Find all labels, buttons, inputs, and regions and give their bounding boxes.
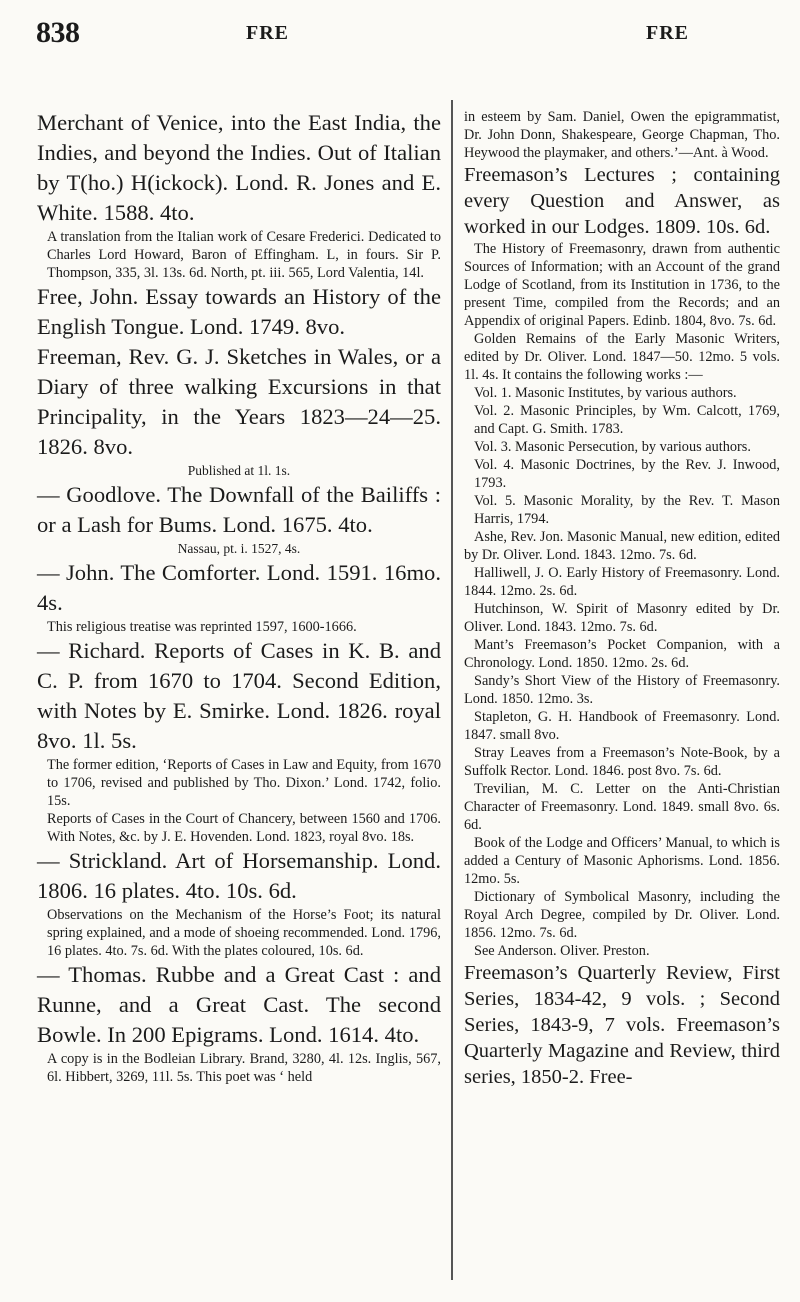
entry-dictionary-symbolical: Dictionary of Symbolical Masonry, including the Royal Arch Degree, compiled by Dr. Oliver. Lond. 1856. 12mo. 7s. 6d.	[464, 889, 780, 941]
list-item-vol-4: Vol. 4. Masonic Doctrines, by the Rev. J. Inwood, 1793.	[474, 457, 780, 491]
note-frederici-translation: A translation from the Italian work of Cesare Frederici. Dedicated to Charles Lord Howard, Baron of Effingham. L, in fours. Sir P. Thompson, 335, 3l. 13s. 6d. North, pt. iii. 565, Lord Valentia, 14l.	[47, 229, 441, 281]
list-item-vol-5: Vol. 5. Masonic Morality, by the Rev. T. Mason Harris, 1794.	[474, 493, 780, 527]
entry-stray-leaves: Stray Leaves from a Freemason’s Note-Book, by a Suffolk Rector. Lond. 1846. post 8vo. 7s. 6d.	[464, 745, 780, 779]
entry-hutchinson: Hutchinson, W. Spirit of Masonry edited by Dr. Oliver. Lond. 1843. 12mo. 7s. 6d.	[464, 601, 780, 635]
entry-mant-pocket-companion: Mant’s Freemason’s Pocket Companion, with a Chronology. Lond. 1850. 12mo. 2s. 6d.	[464, 637, 780, 671]
list-item-vol-1: Vol. 1. Masonic Institutes, by various authors.	[474, 385, 737, 401]
entry-freemasons-lectures: Freemason’s Lectures ; containing every Question and Answer, as worked in our Lodges. 1809. 10s. 6d.	[464, 164, 780, 238]
note-bodleian-copy: A copy is in the Bodleian Library. Brand, 3280, 4l. 12s. Inglis, 567, 6l. Hibbert, 3269, 11l. 5s. This poet was ‘ held	[47, 1051, 441, 1085]
note-nassau-sale: Nassau, pt. i. 1527, 4s.	[177, 541, 301, 556]
entry-richard-reports: — Richard. Reports of Cases in K. B. and C. P. from 1670 to 1704. Second Edition, with Notes by E. Smirke. Lond. 1826. royal 8vo. 1l. 5s.	[37, 638, 441, 753]
entry-freeman-sketches-wales: Freeman, Rev. G. J. Sketches in Wales, or a Diary of three walking Excursions in that Principality, in the Years 1823—24—25. 1826. 8vo.	[37, 344, 441, 459]
note-published-price: Published at 1l. 1s.	[187, 463, 291, 478]
note-chancery-reports: Reports of Cases in the Court of Chancery, between 1560 and 1706. With Notes, &c. by J. E. Hovenden. Lond. 1823, royal 8vo. 18s.	[47, 811, 441, 845]
entry-quarterly-review: Freemason’s Quarterly Review, First Series, 1834-42, 9 vols. ; Second Series, 1843-9, 7 vols. Freemason’s Quarterly Magazine and Review, third series, 1850-2. Free-	[464, 962, 780, 1088]
entry-golden-remains: Golden Remains of the Early Masonic Writers, edited by Dr. Oliver. Lond. 1847—50. 12mo. 5 vols. 1l. 4s. It contains the following works :—	[464, 331, 780, 383]
running-head-left: FRE	[246, 22, 289, 44]
list-item-vol-3: Vol. 3. Masonic Persecution, by various authors.	[474, 439, 751, 455]
entry-halliwell: Halliwell, J. O. Early History of Freemasonry. Lond. 1844. 12mo. 2s. 6d.	[464, 565, 780, 599]
entry-history-freemasonry: The History of Freemasonry, drawn from authentic Sources of Information; with an Account of the grand Lodge of Scotland, from its Institution in 1736, to the present Time, compiled from the Records; and an Appendix of original Papers. Edinb. 1804, 8vo. 7s. 6d.	[464, 241, 780, 329]
note-former-edition: The former edition, ‘Reports of Cases in Law and Equity, from 1670 to 1706, revised and published by Tho. Dixon.’ Lond. 1742, folio. 15s.	[47, 757, 441, 809]
entry-thomas-rubbe: — Thomas. Rubbe and a Great Cast : and Runne, and a Great Cast. The second Bowle. In 200 Epigrams. Lond. 1614. 4to.	[37, 962, 441, 1047]
right-column	[464, 108, 780, 1090]
left-column	[37, 108, 441, 1086]
running-head-right: FRE	[646, 22, 689, 44]
entry-strickland-horsemanship: — Strickland. Art of Horsemanship. Lond. 1806. 16 plates. 4to. 10s. 6d.	[37, 848, 441, 903]
column-divider	[451, 100, 453, 1280]
list-item-vol-2: Vol. 2. Masonic Principles, by Wm. Calcott, 1769, and Capt. G. Smith. 1783.	[474, 403, 780, 437]
note-horse-foot: Observations on the Mechanism of the Horse’s Foot; its natural spring explained, and a mode of shoeing recommended. Lond. 1796, 16 plates. 4to. 7s. 6d. With the plates coloured, 10s. 6d.	[47, 907, 441, 959]
entry-ashe-manual: Ashe, Rev. Jon. Masonic Manual, new edition, edited by Dr. Oliver. Lond. 1843. 12mo. 7s. 6d.	[464, 529, 780, 563]
entry-book-of-lodge: Book of the Lodge and Officers’ Manual, to which is added a Century of Masonic Aphorisms. Lond. 1856. 12mo. 5s.	[464, 835, 780, 887]
note-religious-treatise: This religious treatise was reprinted 1597, 1600-1666.	[47, 619, 357, 635]
note-wood-quote: in esteem by Sam. Daniel, Owen the epigrammatist, Dr. John Donn, Shakespeare, George Chapman, Tho. Heywood the playmaker, and others.’—Ant. à Wood.	[464, 109, 780, 161]
page-header	[36, 16, 766, 56]
cross-reference-see: See Anderson. Oliver. Preston.	[474, 943, 650, 959]
entry-goodlove-downfall: — Goodlove. The Downfall of the Bailiffs : or a Lash for Bums. Lond. 1675. 4to.	[37, 482, 441, 537]
entry-john-comforter: — John. The Comforter. Lond. 1591. 16mo. 4s.	[37, 560, 441, 615]
entry-trevilian-letter: Trevilian, M. C. Letter on the Anti-Christian Character of Freemasonry. Lond. 1849. small 8vo. 6s. 6d.	[464, 781, 780, 833]
entry-free-john: Free, John. Essay towards an History of the English Tongue. Lond. 1749. 8vo.	[37, 284, 441, 339]
entry-merchant-of-venice: Merchant of Venice, into the East India, the Indies, and beyond the Indies. Out of Italian by T(ho.) H(ickock). Lond. R. Jones and E. White. 1588. 4to.	[37, 110, 441, 225]
page-number: 838	[36, 16, 80, 49]
entry-sandy-short-view: Sandy’s Short View of the History of Freemasonry. Lond. 1850. 12mo. 3s.	[464, 673, 780, 707]
entry-stapleton-handbook: Stapleton, G. H. Handbook of Freemasonry. Lond. 1847. small 8vo.	[464, 709, 780, 743]
